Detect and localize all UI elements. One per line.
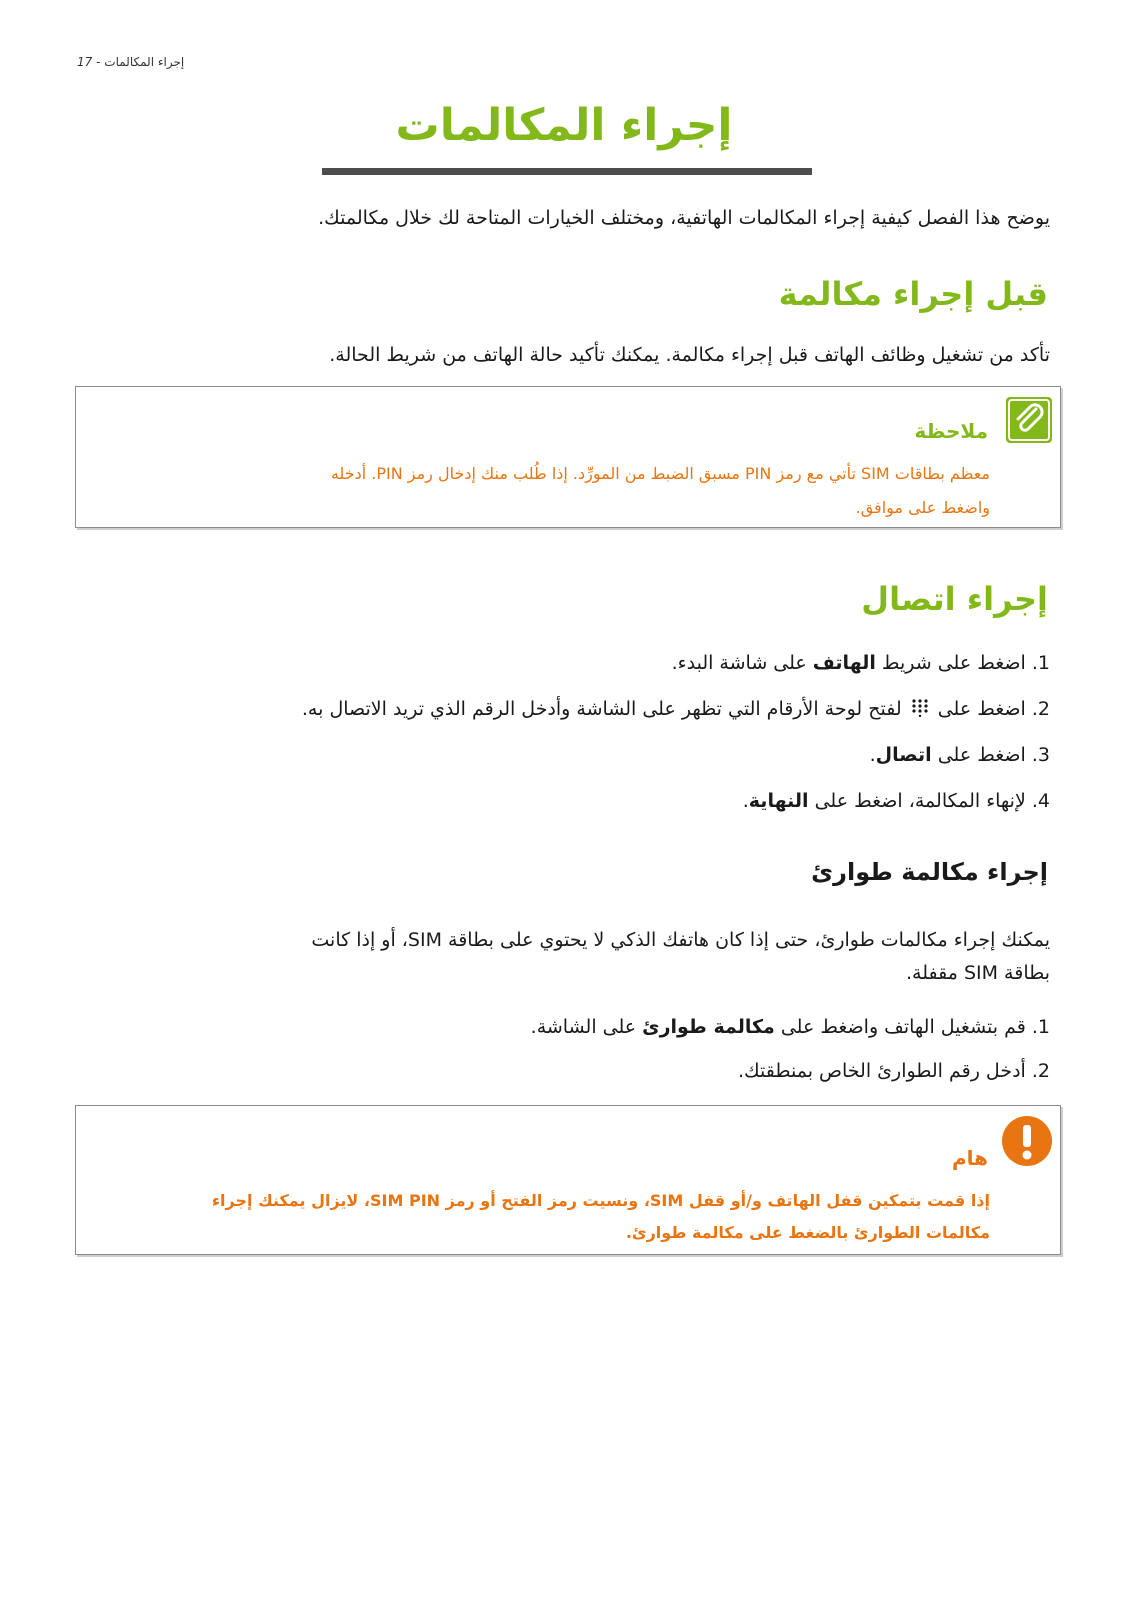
call-step-1	[70, 648, 1050, 678]
note-box	[75, 386, 1061, 528]
intro-paragraph: يوضح هذا الفصل كيفية إجراء المكالمات الهاتفية، ومختلف الخيارات المتاحة لك خلال مكالمتك.	[318, 207, 1050, 229]
header-section: إجراء المكالمات	[104, 55, 185, 69]
call-step-3	[70, 740, 1050, 770]
important-box	[75, 1105, 1061, 1255]
step-bold: اتصال	[875, 744, 932, 766]
keypad-icon	[911, 696, 929, 714]
step-text: على الشاشة.	[530, 1016, 643, 1038]
note-text-line1: معظم بطاقات SIM تأتي مع رمز PIN مسبق الضبط من المورِّد. إذا طُلب منك إدخال رمز PIN. أدخله	[330, 464, 990, 483]
step-number: 4.	[1031, 790, 1050, 812]
emergency-heading: إجراء مكالمة طوارئ	[811, 858, 1048, 886]
call-step-2	[70, 694, 1050, 724]
call-step-4	[70, 786, 1050, 816]
note-label: ملاحظة	[914, 419, 988, 443]
important-text-line2: مكالمات الطوارئ بالضغط على مكالمة طوارئ.	[625, 1223, 990, 1242]
emergency-step-1	[70, 1012, 1050, 1042]
title-rule	[322, 168, 812, 175]
paperclip-icon	[1006, 397, 1052, 443]
step-text: .	[869, 744, 876, 766]
step-number: 3.	[1031, 744, 1050, 766]
step-text: لإنهاء المكالمة، اضغط على	[808, 790, 1026, 812]
step-number: 1.	[1031, 1016, 1050, 1038]
chapter-title: إجراء المكالمات	[395, 100, 733, 151]
emergency-step-2	[70, 1056, 1050, 1086]
step-text: أدخل رقم الطوارئ الخاص بمنطقتك.	[738, 1060, 1026, 1082]
important-label: هام	[951, 1146, 988, 1170]
note-text-line2: واضغط على موافق.	[855, 498, 990, 517]
before-call-paragraph: تأكد من تشغيل وظائف الهاتف قبل إجراء مكالمة. يمكنك تأكيد حالة الهاتف من شريط الحالة.	[329, 344, 1050, 366]
step-text: اضغط على	[931, 744, 1026, 766]
header-separator: -	[96, 55, 101, 69]
emergency-paragraph-line1: يمكنك إجراء مكالمات طوارئ، حتى إذا كان هاتفك الذكي لا يحتوي على بطاقة SIM، أو إذا كانت	[311, 929, 1050, 951]
step-bold: النهاية	[748, 790, 809, 812]
step-number: 2.	[1031, 698, 1050, 720]
exclamation-icon	[1002, 1116, 1052, 1166]
making-call-heading: إجراء اتصال	[861, 580, 1048, 618]
step-text: قم بتشغيل الهاتف واضغط على	[774, 1016, 1026, 1038]
important-text-line1: إذا قمت بتمكين قفل الهاتف و/أو قفل SIM، ونسيت رمز الفتح أو رمز SIM PIN، لايزال يمكنك إجراء	[211, 1191, 990, 1210]
step-bold: مكالمة طوارئ	[642, 1016, 775, 1038]
step-text: لفتح لوحة الأرقام التي تظهر على الشاشة وأدخل الرقم الذي تريد الاتصال به.	[301, 698, 908, 720]
step-text: على شاشة البدء.	[671, 652, 813, 674]
page-header	[77, 55, 184, 69]
page-number: 17	[77, 55, 93, 69]
step-text: اضغط على شريط	[875, 652, 1026, 674]
step-number: 2.	[1031, 1060, 1050, 1082]
before-call-heading: قبل إجراء مكالمة	[778, 275, 1048, 313]
step-bold: الهاتف	[812, 652, 876, 674]
emergency-paragraph-line2: بطاقة SIM مقفلة.	[905, 962, 1050, 984]
step-text: اضغط على	[931, 698, 1026, 720]
step-number: 1.	[1031, 652, 1050, 674]
step-text: .	[742, 790, 749, 812]
